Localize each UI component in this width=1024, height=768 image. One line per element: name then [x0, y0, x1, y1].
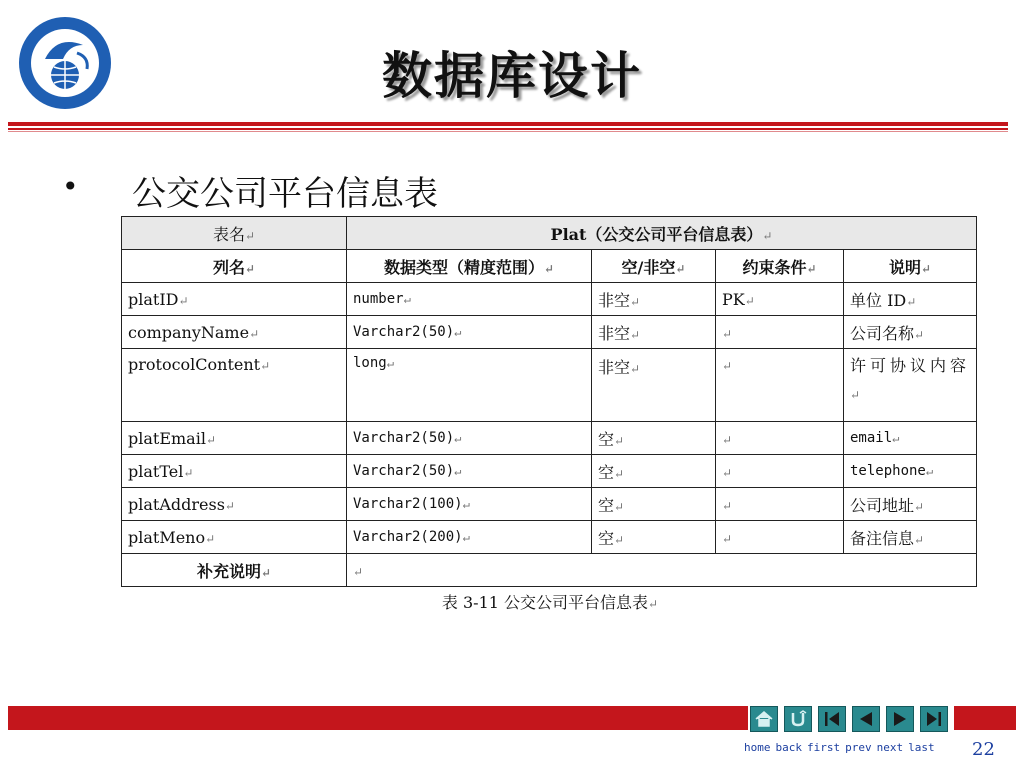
table-title-row	[122, 217, 977, 250]
table-caption: 表 3-11 公交公司平台信息表↵	[441, 593, 659, 612]
next-icon[interactable]	[886, 706, 914, 732]
cell-constraint: ↵	[716, 455, 844, 488]
cell-nullable: 非空↵	[592, 349, 716, 422]
page-number: 22	[972, 739, 995, 760]
cell-column-name: companyName↵	[122, 316, 347, 349]
nav-prev-link[interactable]: prev	[845, 741, 872, 754]
cell-data-type: Varchar2(50)↵	[347, 316, 592, 349]
page-title: 数据库设计	[382, 47, 642, 105]
cell-column-name: platID↵	[122, 283, 347, 316]
cell-data-type: Varchar2(100)↵	[347, 488, 592, 521]
note-label: 补充说明↵	[122, 554, 347, 587]
prev-icon[interactable]	[852, 706, 880, 732]
cell-constraint: ↵	[716, 316, 844, 349]
footer-bar	[8, 706, 748, 730]
cell-description: 公司地址↵	[844, 488, 977, 521]
cell-description: 公司名称↵	[844, 316, 977, 349]
column-header: 列名↵	[122, 250, 347, 283]
nav-labels	[744, 741, 940, 754]
nav-last-link[interactable]: last	[908, 741, 935, 754]
cell-nullable: 空↵	[592, 422, 716, 455]
column-header: 约束条件↵	[716, 250, 844, 283]
header-divider-thin	[8, 128, 1008, 130]
cell-data-type: Varchar2(50)↵	[347, 422, 592, 455]
cell-nullable: 空↵	[592, 455, 716, 488]
table-row	[122, 455, 977, 488]
cell-description: 单位 ID↵	[844, 283, 977, 316]
table-note-row	[122, 554, 977, 587]
cell-column-name: protocolContent↵	[122, 349, 347, 422]
nav-back-link[interactable]: back	[775, 741, 802, 754]
cell-column-name: platAddress↵	[122, 488, 347, 521]
table-name-label: 表名↵	[122, 217, 347, 250]
cell-data-type: Varchar2(50)↵	[347, 455, 592, 488]
cell-constraint: ↵	[716, 488, 844, 521]
last-icon[interactable]	[920, 706, 948, 732]
note-value: ↵	[347, 554, 977, 587]
footer-bar-right	[954, 706, 1016, 730]
cell-description: 许可协议内容↵	[844, 349, 977, 422]
table-row	[122, 349, 977, 422]
cell-nullable: 非空↵	[592, 283, 716, 316]
back-icon[interactable]	[784, 706, 812, 732]
cell-data-type: long↵	[347, 349, 592, 422]
cell-constraint: ↵	[716, 349, 844, 422]
cell-description: 备注信息↵	[844, 521, 977, 554]
nav-next-link[interactable]: next	[876, 741, 904, 754]
bullet-marker: •	[62, 170, 79, 203]
cell-nullable: 空↵	[592, 521, 716, 554]
header-divider-shadow	[8, 131, 1008, 132]
cell-column-name: platEmail↵	[122, 422, 347, 455]
nav-home-link[interactable]: home	[744, 741, 771, 754]
cell-constraint: ↵	[716, 521, 844, 554]
header-divider	[8, 122, 1008, 126]
table-row	[122, 422, 977, 455]
cell-nullable: 非空↵	[592, 316, 716, 349]
cell-column-name: platMeno↵	[122, 521, 347, 554]
cell-nullable: 空↵	[592, 488, 716, 521]
cell-constraint: PK↵	[716, 283, 844, 316]
schema-table	[121, 216, 977, 587]
table-name-value: Plat（公交公司平台信息表）↵	[347, 217, 977, 250]
cell-column-name: platTel↵	[122, 455, 347, 488]
table-header-row	[122, 250, 977, 283]
cell-data-type: Varchar2(200)↵	[347, 521, 592, 554]
table-row	[122, 316, 977, 349]
column-header: 数据类型（精度范围）↵	[347, 250, 592, 283]
table-row	[122, 521, 977, 554]
nav-first-link[interactable]: first	[807, 741, 841, 754]
column-header: 空/非空↵	[592, 250, 716, 283]
cell-description: email↵	[844, 422, 977, 455]
home-icon[interactable]	[750, 706, 778, 732]
cell-data-type: number↵	[347, 283, 592, 316]
table-row	[122, 283, 977, 316]
bullet-text: 公交公司平台信息表	[132, 174, 438, 214]
first-icon[interactable]	[818, 706, 846, 732]
column-header: 说明↵	[844, 250, 977, 283]
table-row	[122, 488, 977, 521]
cell-description: telephone↵	[844, 455, 977, 488]
cell-constraint: ↵	[716, 422, 844, 455]
